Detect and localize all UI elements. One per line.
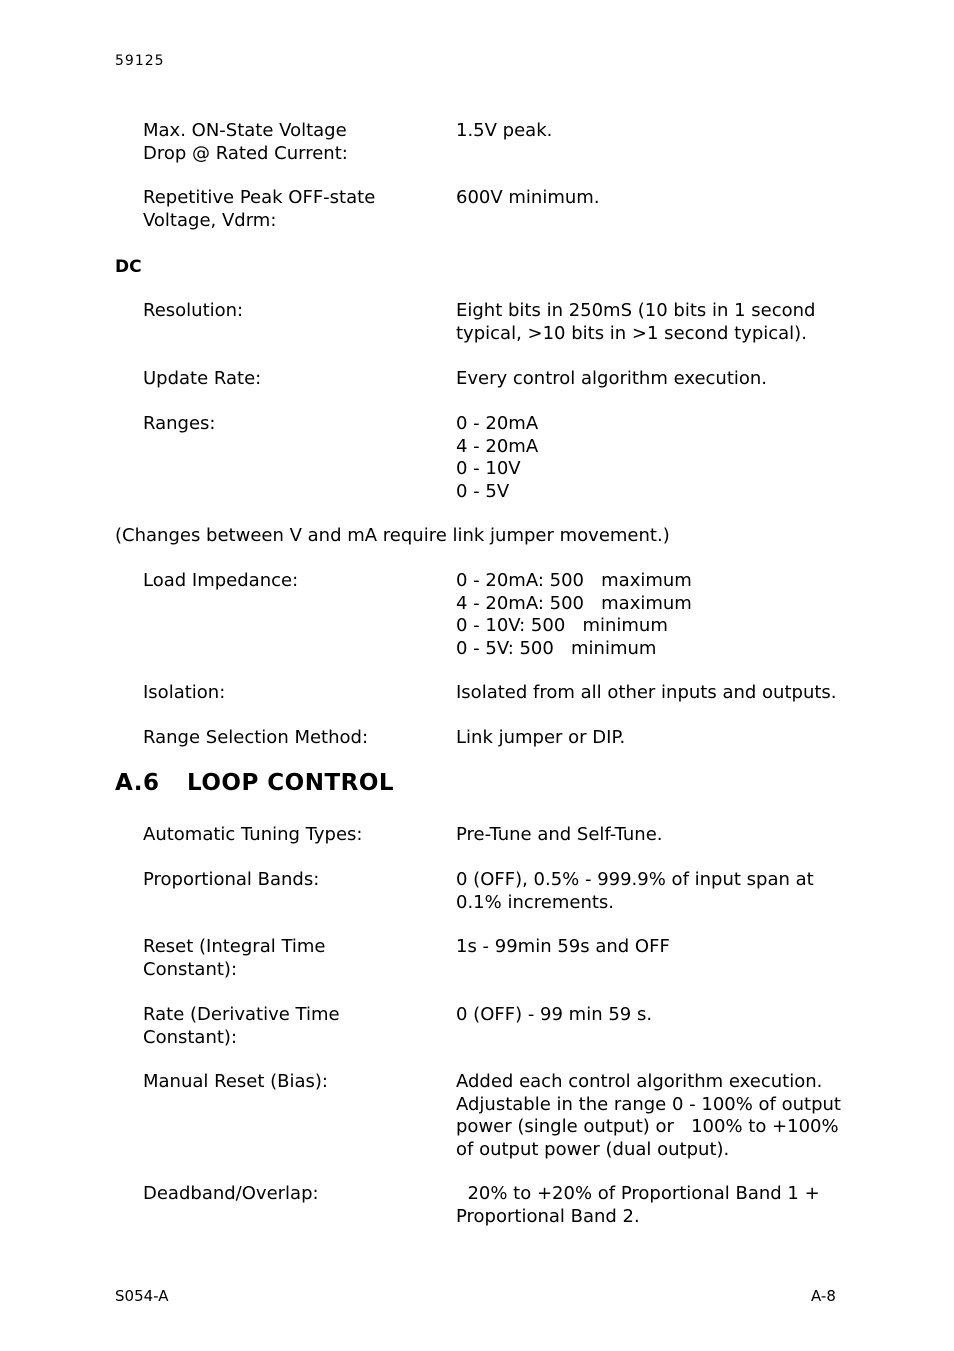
spec-value-ranges: 0 - 20mA 4 - 20mA 0 - 10V 0 - 5V [456,413,539,502]
spec-label-rate: Rate (Derivative Time Constant): [143,1004,340,1048]
spec-value-reset: 1s - 99min 59s and OFF [456,936,670,957]
footer-doc-code: S054-A [115,1287,169,1305]
spec-value-proportional-bands: 0 (OFF), 0.5% - 999.9% of input span at 0.1% increments. [456,869,814,913]
spec-label-resolution: Resolution: [143,300,244,321]
spec-label-peak-off-state-voltage: Repetitive Peak OFF-state Voltage, Vdrm: [143,187,376,231]
spec-label-reset: Reset (Integral Time Constant): [143,936,326,980]
spec-value-deadband: 20% to +20% of Proportional Band 1 + Proportional Band 2. [456,1183,820,1227]
spec-value-range-selection: Link jumper or DIP. [456,727,626,748]
spec-value-manual-reset: Added each control algorithm execution. Adjustable in the range 0 - 100% of output power (single output) or 100% to +100% of output power (dual output). [456,1071,841,1160]
spec-label-ranges: Ranges: [143,413,216,434]
spec-value-load-impedance: 0 - 20mA: 500 maximum 4 - 20mA: 500 maximum 0 - 10V: 500 minimum 0 - 5V: 500 minimum [456,570,692,659]
spec-value-tuning-types: Pre-Tune and Self-Tune. [456,824,663,845]
spec-value-update-rate: Every control algorithm execution. [456,368,768,389]
dc-heading: DC [115,257,142,277]
spec-label-load-impedance: Load Impedance: [143,570,299,591]
section-heading [115,770,394,796]
spec-label-tuning-types: Automatic Tuning Types: [143,824,363,845]
page-number: A-8 [811,1287,836,1305]
spec-value-on-state-voltage: 1.5V peak. [456,120,553,141]
range-change-note: (Changes between V and mA require link jumper movement.) [115,525,670,546]
spec-value-rate: 0 (OFF) - 99 min 59 s. [456,1004,653,1025]
spec-value-resolution: Eight bits in 250mS (10 bits in 1 second typical, >10 bits in >1 second typical). [456,300,816,344]
spec-label-isolation: Isolation: [143,682,226,703]
spec-label-range-selection: Range Selection Method: [143,727,369,748]
spec-value-peak-off-state-voltage: 600V minimum. [456,187,600,208]
section-title: LOOP CONTROL [187,770,395,796]
section-number: A.6 [115,770,160,796]
spec-value-isolation: Isolated from all other inputs and outputs. [456,682,837,703]
spec-label-update-rate: Update Rate: [143,368,262,389]
spec-label-on-state-voltage: Max. ON-State Voltage Drop @ Rated Current: [143,120,348,164]
spec-label-proportional-bands: Proportional Bands: [143,869,320,890]
spec-label-deadband: Deadband/Overlap: [143,1183,319,1204]
document-number: 59125 [115,53,165,69]
spec-label-manual-reset: Manual Reset (Bias): [143,1071,329,1092]
